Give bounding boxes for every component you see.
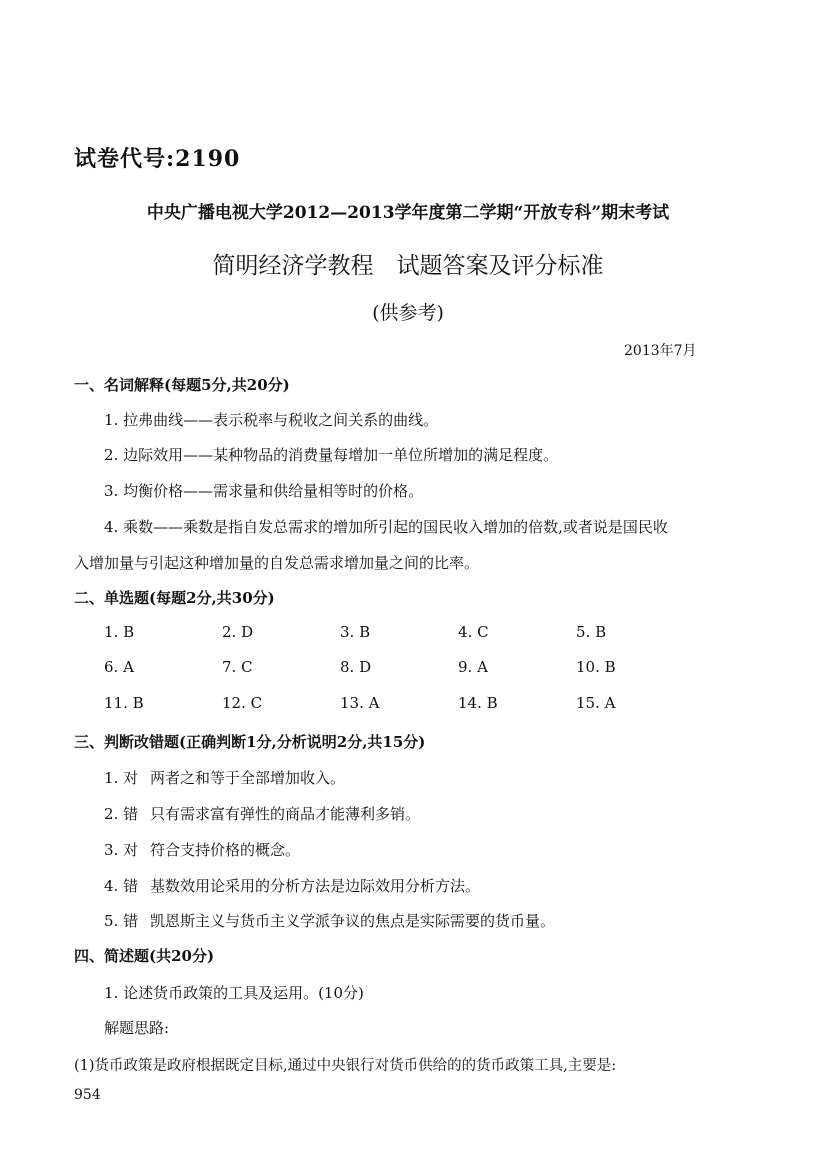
judgement-text: 基数效用论采用的分析方法是边际效用分析方法。 <box>150 877 481 895</box>
reference-note: (供参考) <box>372 302 444 324</box>
solution-hint-label: 解题思路: <box>104 1019 170 1037</box>
judgement-item <box>104 803 420 824</box>
answer-cell: 5. B <box>576 623 607 641</box>
judgement-item <box>104 767 345 788</box>
answer-cell: 8. D <box>340 658 372 676</box>
answer-cell: 6. A <box>104 658 134 676</box>
judgement-mark: 5. 错 <box>104 912 139 930</box>
university-exam-title: 中央广播电视大学2012—2013学年度第二学期“开放专科”期末考试 <box>146 203 670 223</box>
subject-title: 简明经济学教程 试题答案及评分标准 <box>212 253 604 279</box>
section-1-item: 2. 边际效用——某种物品的消费量每增加一单位所增加的满足程度。 <box>104 446 559 464</box>
exam-date: 2013年7月 <box>624 343 697 359</box>
section-3-title: 三、判断改错题(正确判断1分,分析说明2分,共15分) <box>74 733 426 751</box>
answer-cell: 11. B <box>104 694 144 712</box>
answer-cell: 4. C <box>458 623 489 641</box>
section-1-title: 一、名词解释(每题5分,共20分) <box>74 376 290 394</box>
answer-cell: 7. C <box>222 658 253 676</box>
section-2-title: 二、单选题(每题2分,共30分) <box>74 589 275 607</box>
judgement-item <box>104 910 555 931</box>
judgement-text: 符合支持价格的概念。 <box>150 841 301 859</box>
judgement-text: 两者之和等于全部增加收入。 <box>150 769 346 787</box>
answer-cell: 12. C <box>222 694 263 712</box>
section-1-item: 4. 乘数——乘数是指自发总需求的增加所引起的国民收入增加的倍数,或者说是国民收 <box>104 518 668 536</box>
judgement-item <box>104 875 480 896</box>
judgement-mark: 3. 对 <box>104 841 139 859</box>
section-4-title: 四、简述题(共20分) <box>74 947 215 965</box>
judgement-mark: 4. 错 <box>104 877 139 895</box>
exam-code: 试卷代号:2190 <box>74 146 241 172</box>
answer-cell: 3. B <box>340 623 371 641</box>
answer-cell: 15. A <box>576 694 616 712</box>
judgement-item <box>104 839 300 860</box>
solution-paragraph: (1)货币政策是政府根据既定目标,通过中央银行对货币供给的的货币政策工具,主要是: <box>74 1058 617 1074</box>
essay-question: 1. 论述货币政策的工具及运用。(10分) <box>104 984 364 1002</box>
judgement-mark: 2. 错 <box>104 805 139 823</box>
judgement-text: 凯恩斯主义与货币主义学派争议的焦点是实际需要的货币量。 <box>150 912 556 930</box>
answer-cell: 9. A <box>458 658 488 676</box>
page-number: 954 <box>74 1087 101 1103</box>
answer-cell: 10. B <box>576 658 616 676</box>
judgement-text: 只有需求富有弹性的商品才能薄利多销。 <box>150 805 421 823</box>
judgement-mark: 1. 对 <box>104 769 139 787</box>
answer-cell: 2. D <box>222 623 254 641</box>
answer-cell: 13. A <box>340 694 380 712</box>
answer-cell: 14. B <box>458 694 498 712</box>
section-1-item-continuation: 入增加量与引起这种增加量的自发总需求增加量之间的比率。 <box>74 554 480 572</box>
answer-cell: 1. B <box>104 623 135 641</box>
section-1-item: 3. 均衡价格——需求量和供给量相等时的价格。 <box>104 482 424 500</box>
section-1-item: 1. 拉弗曲线——表示税率与税收之间关系的曲线。 <box>104 411 439 429</box>
